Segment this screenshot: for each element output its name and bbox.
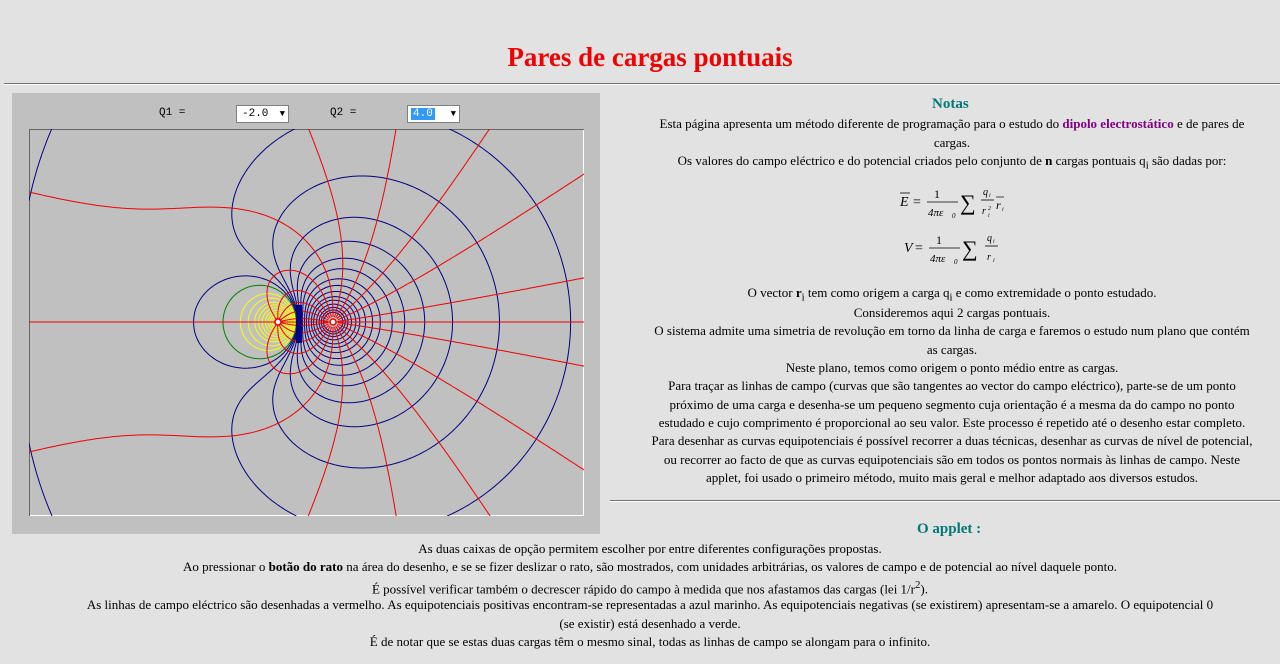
applet-panel: [12, 93, 600, 534]
applet-line-2: Ao pressionar o botão do rato na área do desenho, e se se fizer deslizar o rato, são mostrados, com unidades arbitrárias, os valores de campo e de potencial ao nível daquele ponto.: [183, 559, 1117, 574]
svg-text:=: =: [915, 241, 923, 256]
svg-text:r: r: [987, 252, 991, 263]
svg-text:q: q: [987, 233, 992, 244]
notes-paragraph-6: Neste plano, temos como origem o ponto médio entre as cargas.: [785, 360, 1119, 375]
field-plot[interactable]: [29, 129, 584, 516]
notes-paragraph-8: Para desenhar as curvas equipotenciais é possível recorrer a duas técnicas, desenhar as curvas de nível de potencial, ou recorrer ao facto de que as curvas equipotenciais são em todos os pontos normais às linhas de campo. Neste applet, foi usado o primeiro método, muito mais geral e melhor adaptado aos diversos estudos.: [651, 433, 1253, 485]
svg-text:0: 0: [952, 212, 956, 220]
notes-paragraph-3: O vector $r_i$ tem como origem a carga $q_i$ e como extremidade o ponto estudado.: [747, 285, 1157, 304]
field-potential-formulas: [890, 180, 1030, 272]
svg-text:4πε: 4πε: [930, 253, 946, 265]
charge-q2: [330, 319, 336, 325]
q2-label: Q2 =: [330, 107, 357, 119]
svg-text:∑: ∑: [960, 190, 976, 215]
svg-text:=: =: [913, 195, 921, 210]
chevron-down-icon[interactable]: ▼: [279, 109, 285, 119]
chevron-down-icon[interactable]: ▼: [450, 109, 456, 119]
top-divider: [4, 83, 1280, 85]
dense-equipotential-region: [296, 305, 302, 343]
q1-value: -2.0: [242, 108, 269, 120]
svg-text:2: 2: [988, 206, 991, 212]
notes-paragraph-2: Os valores do campo eléctrico e do potencial criados pelo conjunto de n cargas pontuais $q_i$ são dadas por:: [677, 153, 1227, 172]
svg-text:i: i: [1002, 207, 1004, 213]
section-divider: [610, 500, 1280, 502]
svg-text:r: r: [982, 206, 986, 217]
notes-paragraph-4: Consideremos aqui 2 cargas pontuais.: [853, 305, 1051, 320]
charge-q1: [275, 319, 281, 325]
notes-paragraph-7: Para traçar as linhas de campo (curvas que são tangentes ao vector do campo eléctrico), parte-se de um ponto próximo de uma carga e desenha-se um pequeno segmento cuja orientação é a mesma da do campo no ponto estudado e cujo comprimento é proporcional ao seu valor. Este processo é repetido até o desenho estar completo.: [658, 378, 1246, 430]
applet-section-title: O applet :: [917, 521, 982, 537]
q2-select[interactable]: [407, 105, 460, 123]
svg-text:i: i: [993, 239, 995, 245]
applet-line-1: As duas caixas de opção permitem escolher por entre diferentes configurações propostas.: [418, 541, 882, 556]
page-title: Pares de cargas pontuais: [507, 42, 793, 72]
svg-text:E: E: [900, 195, 909, 210]
svg-text:∑: ∑: [962, 236, 978, 261]
svg-text:i: i: [988, 213, 990, 219]
q1-select[interactable]: [236, 105, 289, 123]
q1-label: Q1 =: [159, 107, 186, 119]
notes-paragraph-1: Esta página apresenta um método diferente de programação para o estudo do dipolo electrostático e de pares de cargas.: [659, 116, 1245, 150]
svg-text:4πε: 4πε: [928, 207, 944, 219]
svg-text:i: i: [989, 193, 991, 199]
applet-line-6: É de notar que se estas duas cargas têm o mesmo sinal, todas as linhas de campo se alongam para o infinito.: [369, 634, 931, 649]
svg-text:q: q: [983, 187, 988, 198]
svg-text:r: r: [996, 198, 1001, 212]
notes-title: Notas: [932, 96, 969, 112]
applet-line-3: É possível verificar também o decrescer rápido do campo à medida que nos afastamos das cargas (lei $1/r^2$).: [371, 579, 929, 597]
svg-text:1: 1: [936, 233, 942, 247]
svg-text:i: i: [993, 258, 995, 264]
applet-line-4: As linhas de campo eléctrico são desenhadas a vermelho. As equipotenciais positivas encontram-se representadas a azul marinho. As equipotenciais negativas (se existirem) apresentam-se a amarelo. O equipotencial 0 (se existir) está desenhado a verde.: [86, 597, 1214, 631]
svg-text:0: 0: [954, 258, 958, 266]
dipole-link[interactable]: dipolo electrostático: [1062, 116, 1174, 131]
svg-text:1: 1: [934, 187, 940, 201]
svg-text:V: V: [904, 241, 913, 256]
q2-value: 4.0: [413, 108, 433, 120]
notes-paragraph-5: O sistema admite uma simetria de revolução em torno da linha de carga e faremos o estudo num plano que contém as cargas.: [654, 323, 1250, 357]
